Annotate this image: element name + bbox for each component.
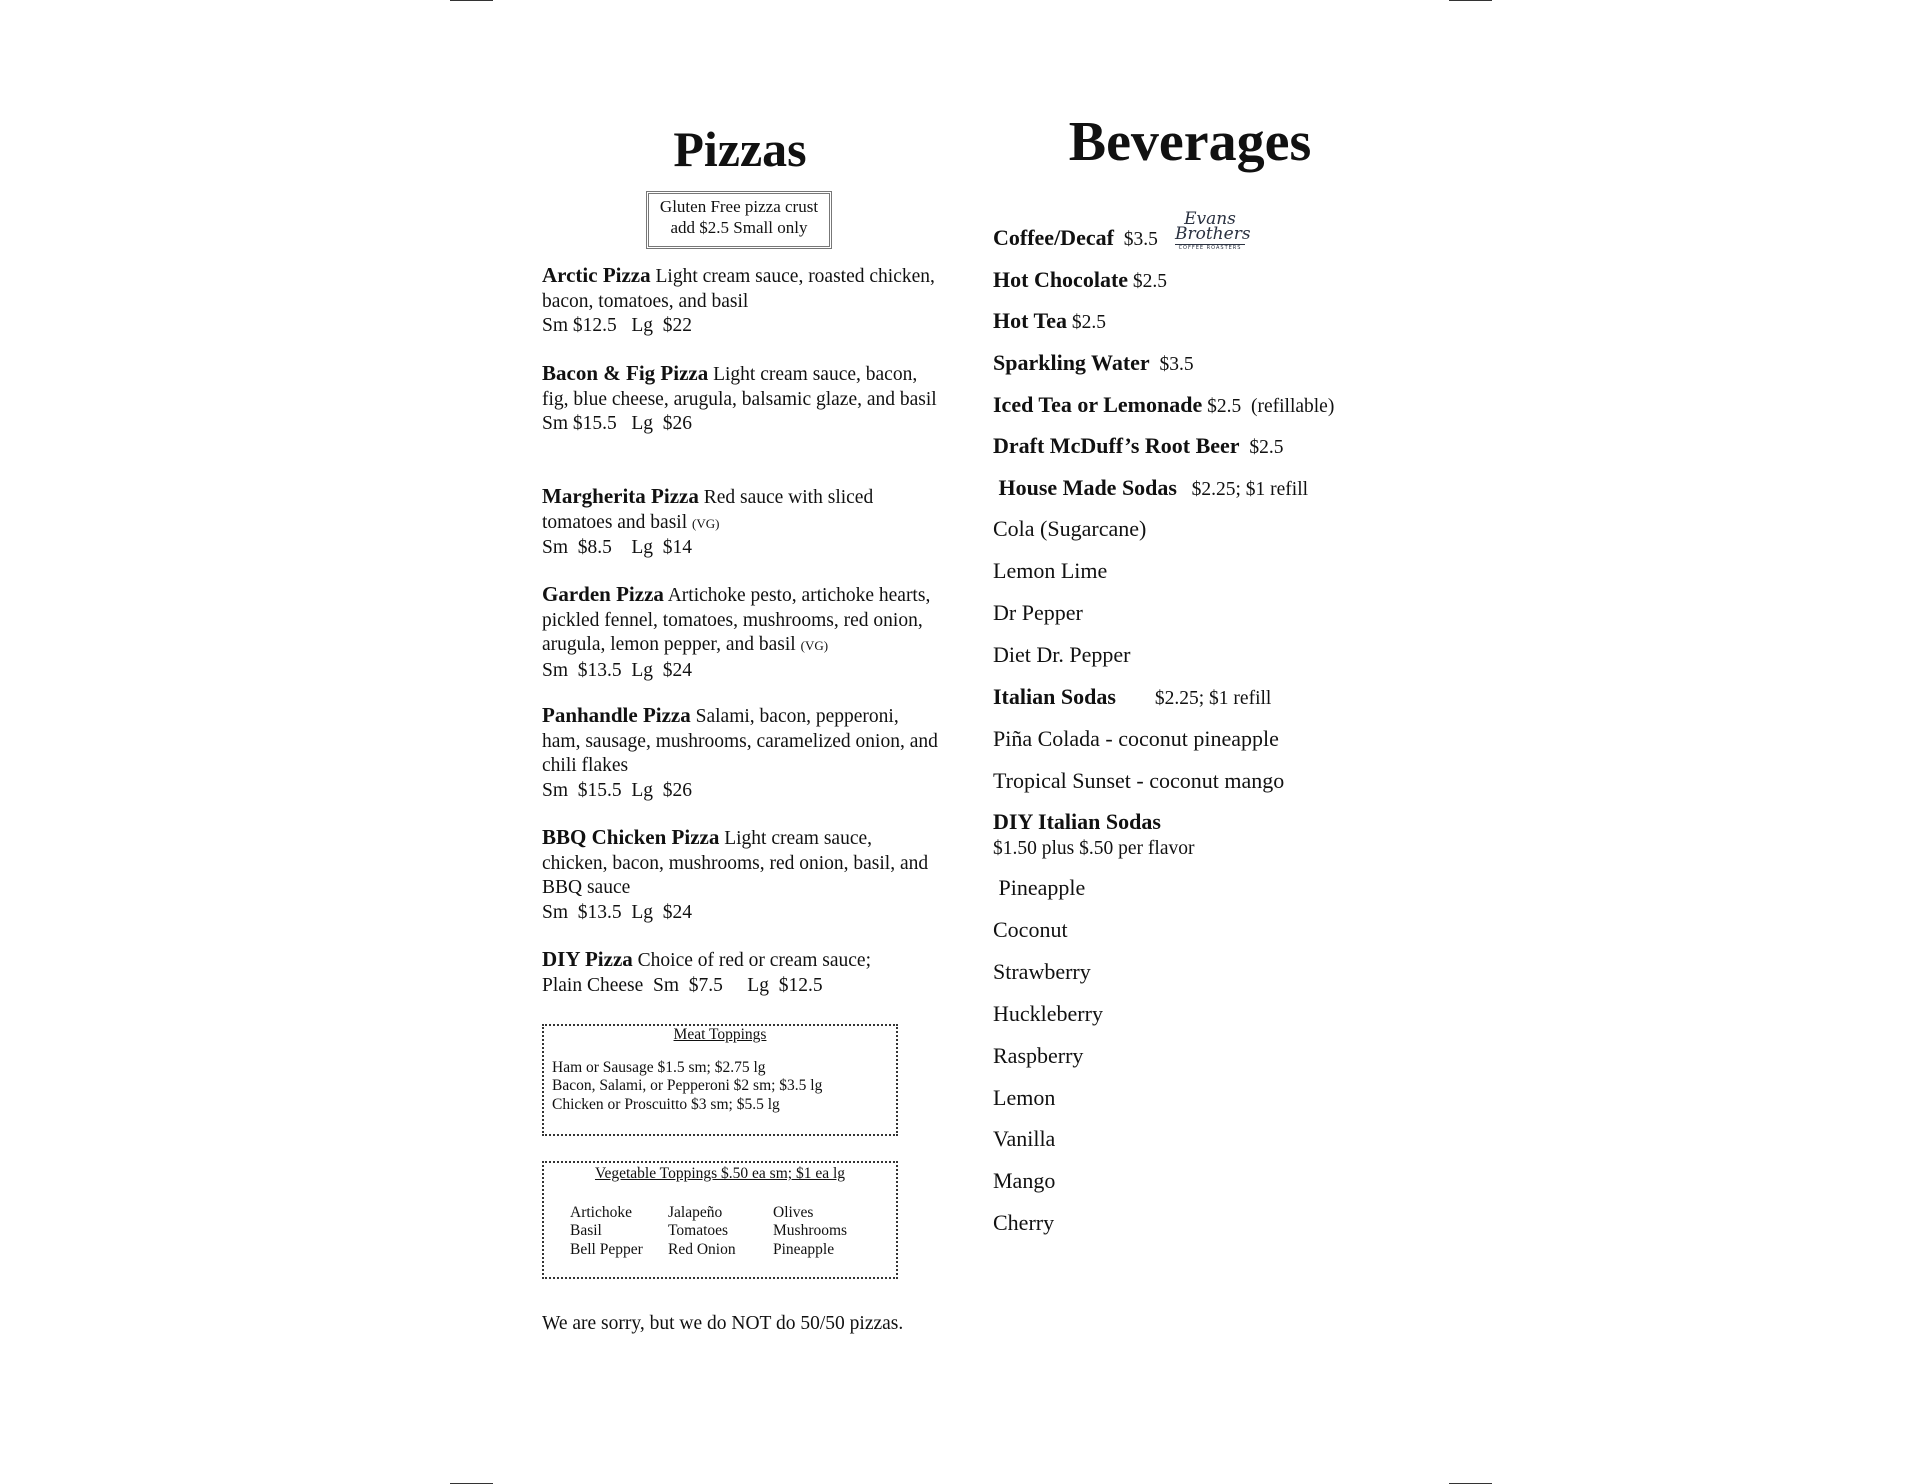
pizza-item (542, 703, 942, 803)
pizza-item (542, 947, 942, 998)
beverage-item (993, 308, 1106, 336)
beverage-item (993, 392, 1334, 420)
pizza-price: Sm $15.5 Lg $26 (542, 413, 693, 434)
pizza-description: Artichoke pesto, artichoke hearts, pickled fennel, tomatoes, mushrooms, red onion, arugula, lemon pepper, and basil (542, 585, 931, 655)
beverage-name: DIY Italian Sodas (993, 809, 1161, 834)
flavor-item: Vanilla (993, 1126, 1056, 1151)
crop-mark (450, 0, 493, 1)
meat-topping-line: Chicken or Proscuitto $3 sm; $5.5 lg (552, 1095, 780, 1113)
flavor-item: Coconut (993, 917, 1068, 942)
pizza-item (542, 263, 942, 339)
beverage-price: $2.5 (1239, 437, 1284, 458)
no-half-pizza-note: We are sorry, but we do NOT do 50/50 pizzas. (542, 1313, 904, 1334)
veg-topping: Basil (570, 1222, 602, 1239)
logo-script: Brothers (1175, 224, 1251, 244)
beverage-price: $3.5 (1149, 354, 1194, 375)
pizza-description: Light cream sauce, chicken, bacon, mushrooms, red onion, basil, and BBQ sauce (542, 828, 929, 898)
diy-sodas-price: $1.50 plus $.50 per flavor (993, 838, 1195, 859)
pizza-item (542, 361, 942, 437)
pizza-name: Margherita Pizza (542, 484, 699, 508)
veg-topping: Bell Pepper (570, 1240, 643, 1258)
beverage-name: Italian Sodas (993, 684, 1116, 709)
beverage-name: Sparkling Water (993, 350, 1150, 375)
evans-brothers-logo (1175, 209, 1251, 262)
flavor-item: Piña Colada - coconut pineapple (993, 726, 1279, 751)
pizza-name: Garden Pizza (542, 582, 664, 606)
pizza-description: Choice of red or cream sauce; (637, 950, 871, 971)
pizzas-title: Pizzas (673, 121, 807, 177)
pizza-description: Light cream sauce, bacon, fig, blue cheese, arugula, balsamic glaze, and basil (542, 364, 937, 410)
beverage-price: $3.5 (1113, 229, 1158, 250)
flavor-item: Mango (993, 1168, 1056, 1193)
meat-toppings-box (542, 1024, 898, 1136)
vegetable-toppings-box (542, 1161, 898, 1279)
flavor-item: Pineapple (993, 875, 1086, 900)
beverage-name: Draft McDuff’s Root Beer (993, 433, 1240, 458)
beverage-item (993, 433, 1283, 461)
pizza-name: BBQ Chicken Pizza (542, 825, 720, 849)
beverage-name: Hot Tea (993, 308, 1067, 333)
beverage-name: Hot Chocolate (993, 267, 1129, 292)
veg-topping: Artichoke (570, 1203, 632, 1221)
beverages-title: Beverages (1068, 111, 1312, 173)
beverage-price: $2.5 (refillable) (1202, 396, 1335, 417)
beverage-name: Iced Tea or Lemonade (993, 392, 1203, 417)
pizza-item (542, 582, 942, 683)
pizza-price: Sm $13.5 Lg $24 (542, 659, 693, 681)
veg-topping: Pineapple (773, 1240, 835, 1258)
meat-toppings-title: Meat Toppings (673, 1026, 767, 1043)
pizza-item (542, 484, 942, 561)
veg-topping: Mushrooms (773, 1222, 848, 1239)
flavor-item: Lemon Lime (993, 558, 1108, 583)
flavor-item: Tropical Sunset - coconut mango (993, 768, 1285, 793)
vegetarian-tag: (VG) (692, 515, 720, 531)
flavor-item: Raspberry (993, 1043, 1084, 1068)
logo-script: Evans (1184, 209, 1236, 229)
pizza-name: Arctic Pizza (542, 263, 651, 287)
pizza-item (542, 825, 942, 925)
gluten-free-line: Gluten Free pizza crust (659, 197, 819, 216)
pizza-description: Salami, bacon, pepperoni, ham, sausage, mushrooms, caramelized onion, and chili flakes (542, 706, 938, 776)
pizza-name: Panhandle Pizza (542, 703, 691, 727)
pizza-description: Red sauce with sliced tomatoes and basil (542, 487, 874, 533)
flavor-item: Cola (Sugarcane) (993, 516, 1147, 541)
flavor-item: Dr Pepper (993, 600, 1083, 625)
beverage-price: $2.25; $1 refill (1115, 688, 1272, 709)
pizza-price: Plain Cheese Sm $7.5 Lg $12.5 (542, 974, 823, 996)
pizza-price: Sm $12.5 Lg $22 (542, 315, 693, 336)
gluten-free-line: add $2.5 Small only (670, 218, 808, 237)
crop-mark (1449, 0, 1492, 1)
veg-toppings-title: Vegetable Toppings $.50 ea sm; $1 ea lg (594, 1165, 846, 1182)
diy-sodas-heading (993, 809, 1161, 835)
beverage-item (993, 475, 1308, 503)
beverage-name: Coffee/Decaf (993, 225, 1114, 250)
beverage-price: $2.5 (1128, 271, 1168, 292)
beverage-price: $2.5 (1066, 312, 1106, 333)
gluten-free-note (646, 191, 832, 249)
flavor-item: Huckleberry (993, 1001, 1103, 1026)
flavor-item: Lemon (993, 1085, 1056, 1110)
pizza-name: DIY Pizza (542, 947, 633, 971)
vegetarian-tag: (VG) (800, 638, 829, 653)
veg-topping: Tomatoes (668, 1222, 729, 1239)
pizza-price: Sm $8.5 Lg $14 (542, 537, 693, 558)
italian-sodas-heading (993, 684, 1271, 712)
meat-topping-line: Bacon, Salami, or Pepperoni $2 sm; $3.5 lg (552, 1077, 823, 1094)
pizza-name: Bacon & Fig Pizza (542, 361, 709, 385)
beverage-item (993, 225, 1158, 253)
beverage-name: House Made Sodas (993, 475, 1177, 500)
pizza-price: Sm $13.5 Lg $24 (542, 901, 693, 923)
veg-topping: Red Onion (668, 1240, 736, 1258)
pizza-price: Sm $15.5 Lg $26 (542, 779, 693, 801)
flavor-item: Cherry (993, 1210, 1055, 1235)
veg-topping: Olives (773, 1203, 814, 1221)
beverage-item (993, 350, 1194, 378)
logo-subtitle: COFFEE ROASTERS (1175, 244, 1245, 251)
flavor-item: Diet Dr. Pepper (993, 642, 1131, 667)
flavor-item: Strawberry (993, 959, 1091, 984)
beverage-item (993, 267, 1167, 295)
meat-topping-line: Ham or Sausage $1.5 sm; $2.75 lg (552, 1058, 766, 1076)
veg-topping: Jalapeño (668, 1203, 723, 1221)
pizza-description: Light cream sauce, roasted chicken, bacon, tomatoes, and basil (542, 266, 935, 312)
beverage-price: $2.25; $1 refill (1176, 479, 1309, 500)
